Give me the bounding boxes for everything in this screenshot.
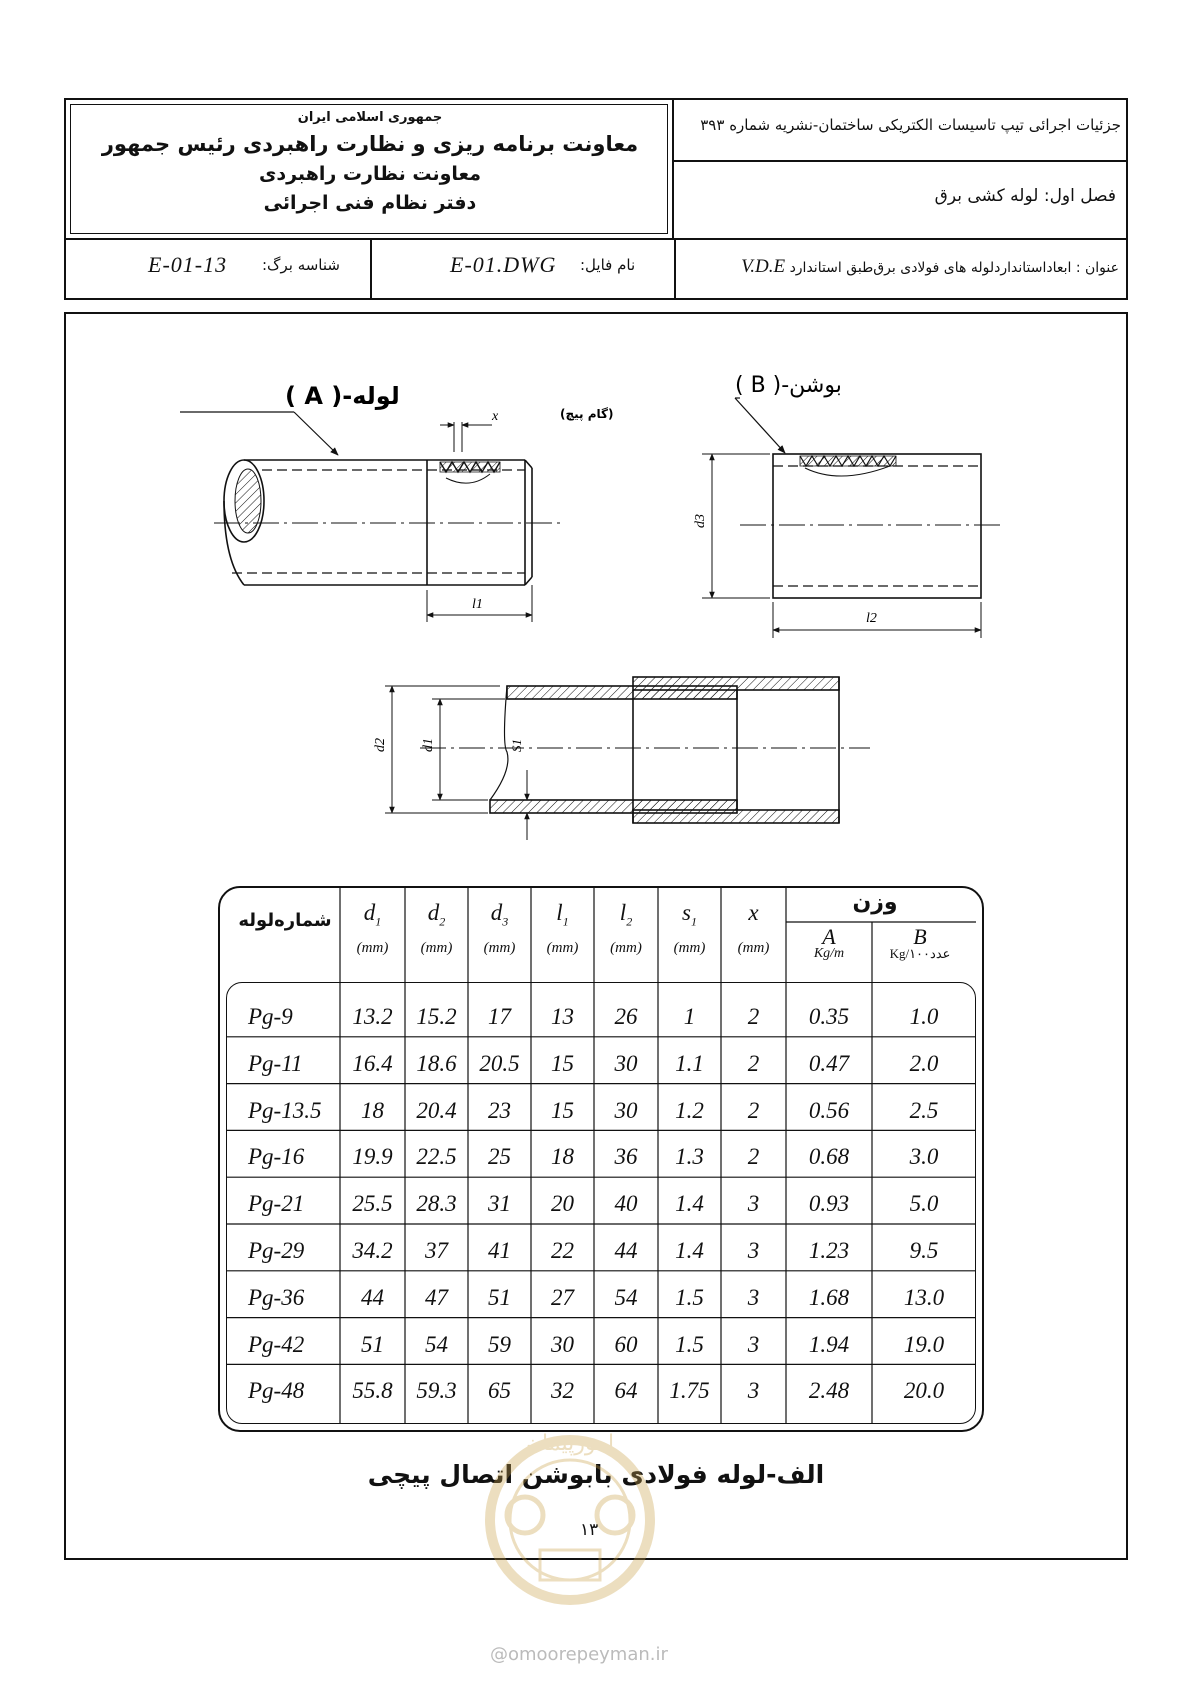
table-cell: 17 (488, 1004, 511, 1029)
symbol: d (490, 900, 503, 925)
symbol: l (556, 900, 563, 925)
sheet-title-standard: V.D.E (741, 256, 786, 277)
file-name: E-01.DWG (450, 252, 557, 277)
sheet-id: E-01-13 (148, 252, 228, 277)
table-cell: 1.1 (675, 1050, 704, 1076)
table-cell: 0.47 (808, 1050, 850, 1076)
table-row-pipe-number: Pg-13.5 (248, 1097, 322, 1123)
dim-d3: d3 (693, 514, 708, 528)
table-cell: 3.0 (909, 1144, 939, 1170)
figure-caption: الف-لوله فولادی بابوشن اتصال پیچی (367, 1460, 825, 1489)
symbol-subscript: 1 (690, 914, 697, 929)
table-cell: 65 (488, 1378, 511, 1404)
sheet-label: شناسه برگ: (262, 256, 340, 274)
website-watermark (490, 1644, 668, 1665)
table-cell: 47 (425, 1284, 448, 1310)
table-row-pipe-number: Pg-9 (248, 1004, 293, 1029)
table-cell: 18.6 (416, 1050, 457, 1076)
header-org-line3: معاونت نظارت راهبردی (258, 163, 482, 185)
table-cell: 1.2 (675, 1097, 704, 1123)
dim-l2: l2 (866, 611, 877, 626)
table-cell: 2.5 (909, 1097, 939, 1123)
table-cell: 2 (747, 1097, 760, 1123)
table-row-pipe-number: Pg-16 (248, 1144, 305, 1170)
table-cell: 31 (488, 1191, 511, 1217)
table-cell: 44 (614, 1238, 638, 1263)
table-header-unit: (mm) (610, 940, 642, 956)
table-cell: 2 (747, 1050, 760, 1076)
table-cell: 13 (551, 1004, 574, 1029)
table-row-pipe-number: Pg-48 (248, 1378, 305, 1404)
symbol: d (363, 900, 376, 925)
table-cell: 2.48 (808, 1378, 850, 1404)
table-cell: 37 (425, 1238, 448, 1263)
table-cell: 2 (747, 1004, 760, 1029)
table-header-unit: (mm) (356, 940, 389, 956)
table-cell: 3 (747, 1191, 760, 1217)
table-cell: 0.93 (808, 1191, 850, 1217)
table-cell: 19.0 (903, 1331, 945, 1357)
dim-d1: d1 (421, 738, 436, 752)
table-cell: 60 (614, 1331, 638, 1357)
pitch-label: (گام پیچ) (560, 407, 614, 421)
table-header-symbol (594, 900, 658, 930)
table-header-weight-a: A (822, 924, 836, 949)
table-cell: 1.68 (808, 1284, 850, 1310)
table-cell: 2 (747, 1144, 760, 1170)
header-org-line2: معاونت برنامه ریزی و نظارت راهبردی رئیس جمهور (101, 132, 639, 156)
table-cell: 5.0 (909, 1191, 939, 1217)
table-cell: 0.35 (808, 1004, 850, 1029)
coupling-label: بوشن-( B ) (735, 373, 842, 398)
table-cell: 1 (683, 1004, 696, 1029)
table-cell: 1.23 (808, 1238, 850, 1263)
table-cell: 44 (361, 1284, 384, 1310)
table-header-weight-b: B (913, 924, 927, 949)
symbol-subscript: 1 (375, 914, 382, 929)
table-cell: 30 (614, 1097, 638, 1123)
table-cell: 54 (614, 1284, 638, 1310)
table-cell: 41 (488, 1238, 511, 1263)
table-cell: 1.4 (675, 1238, 704, 1263)
table-cell: 1.5 (675, 1284, 704, 1310)
table-header-name: شماره‌لوله (238, 910, 332, 931)
table-cell: 13.0 (903, 1284, 945, 1310)
table-cell: 30 (551, 1331, 574, 1357)
table-cell: 15 (551, 1097, 574, 1123)
table-header-symbol (340, 900, 405, 930)
table-cell: 51 (488, 1284, 511, 1310)
page-number: ۱۳ (580, 1520, 599, 1540)
svg-text:امورپیمان: امورپیمان (525, 1431, 615, 1456)
table-cell: 1.94 (808, 1331, 850, 1357)
file-label: نام فایل: (580, 256, 636, 274)
header-org-line1: جمهوری اسلامی ایران (297, 110, 443, 125)
table-cell: 1.0 (909, 1004, 939, 1029)
dim-d2: d2 (373, 738, 388, 752)
table-cell: 3 (747, 1378, 760, 1404)
table-cell: 20.0 (903, 1378, 945, 1404)
dim-s1: S1 (509, 739, 524, 752)
table-cell: 19.9 (352, 1144, 393, 1170)
table-cell: 55.8 (352, 1378, 393, 1404)
header-org-line4: دفتر نظام فنی اجرائی (263, 192, 477, 214)
table-cell: 51 (361, 1331, 384, 1357)
table-header-weight: وزن (852, 890, 898, 915)
table-cell: 16.4 (352, 1050, 393, 1076)
chapter-title: فصل اول: لوله کشی برق (934, 186, 1116, 206)
table-header-unit: (mm) (737, 940, 770, 956)
table-header-symbol (405, 900, 468, 930)
table-header-unit: (mm) (420, 940, 453, 956)
table-cell: 15 (551, 1050, 574, 1076)
symbol: l (619, 900, 627, 925)
table-cell: 9.5 (909, 1238, 939, 1263)
pipe-label: لوله-( A ) (285, 382, 400, 410)
table-header-symbol (468, 900, 531, 930)
table-cell: 3 (747, 1238, 760, 1263)
table-cell: 0.56 (808, 1097, 850, 1123)
table-header-symbol (658, 900, 721, 930)
table-header-unit: (mm) (546, 940, 579, 956)
table-header-unit: (mm) (483, 940, 516, 956)
table-cell: 28.3 (416, 1191, 457, 1217)
at-icon: @ (490, 1644, 508, 1665)
symbol-subscript: 3 (502, 914, 509, 929)
dim-l1: l1 (472, 597, 483, 612)
symbol: x (748, 900, 759, 925)
table-cell: 13.2 (352, 1004, 393, 1029)
table-cell: 1.4 (675, 1191, 704, 1217)
sheet-title-text: عنوان : ابعاداستانداردلوله های فولادی برق‌طبق استاندارد (789, 260, 1119, 276)
table-cell: 3 (747, 1331, 760, 1357)
table-cell: 26 (614, 1004, 638, 1029)
table-header-unit: (mm) (673, 940, 706, 956)
table-cell: 36 (614, 1144, 638, 1170)
table-cell: 32 (551, 1378, 574, 1404)
table-cell: 0.68 (808, 1144, 850, 1170)
table-row-pipe-number: Pg-36 (248, 1284, 305, 1310)
table-cell: 20.4 (416, 1097, 457, 1123)
table-cell: 15.2 (416, 1004, 457, 1029)
table-cell: 18 (361, 1097, 384, 1123)
table-cell: 22.5 (416, 1144, 457, 1170)
table-cell: 1.5 (675, 1331, 704, 1357)
table-cell: 40 (614, 1191, 638, 1217)
table-cell: 2.0 (909, 1050, 939, 1076)
table-header-weight-a-unit: Kg/m (813, 946, 845, 961)
table-cell: 20 (551, 1191, 574, 1217)
symbol-subscript: 2 (439, 914, 446, 929)
table-cell: 59.3 (416, 1378, 457, 1404)
table-cell: 3 (747, 1284, 760, 1310)
website-watermark-text: omoorepeyman.ir (508, 1644, 668, 1665)
table-row-pipe-number: Pg-42 (248, 1331, 305, 1357)
table-cell: 64 (614, 1378, 638, 1404)
table-row-pipe-number: Pg-21 (248, 1191, 305, 1217)
table-cell: 20.5 (479, 1050, 520, 1076)
table-cell: 1.3 (675, 1144, 704, 1170)
table-cell: 30 (614, 1050, 638, 1076)
table-cell: 23 (488, 1097, 511, 1123)
table-cell: 1.75 (669, 1378, 710, 1404)
publication-title: جزئیات اجرائی تیپ تاسیسات الکتریکی ساختمان-نشریه شماره ۳۹۳ (700, 116, 1121, 134)
table-cell: 59 (488, 1331, 511, 1357)
dim-x: x (492, 409, 499, 424)
table-cell: 27 (551, 1284, 574, 1310)
table-cell: 18 (551, 1144, 574, 1170)
publisher-stamp (470, 1360, 670, 1610)
table-row-pipe-number: Pg-11 (248, 1050, 303, 1076)
symbol-subscript: 2 (626, 914, 633, 929)
table-cell: 34.2 (352, 1238, 393, 1263)
symbol: s (682, 900, 691, 925)
symbol: d (427, 900, 440, 925)
table-header-weight-b-unit: Kg/۱۰۰عدد (889, 946, 951, 961)
symbol-subscript: 1 (562, 914, 569, 929)
table-row-pipe-number: Pg-29 (248, 1238, 305, 1263)
table-header-symbol (721, 900, 786, 930)
table-cell: 25.5 (352, 1191, 393, 1217)
table-cell: 54 (425, 1331, 448, 1357)
table-cell: 22 (551, 1238, 574, 1263)
table-header-symbol (531, 900, 594, 930)
table-cell: 25 (488, 1144, 511, 1170)
